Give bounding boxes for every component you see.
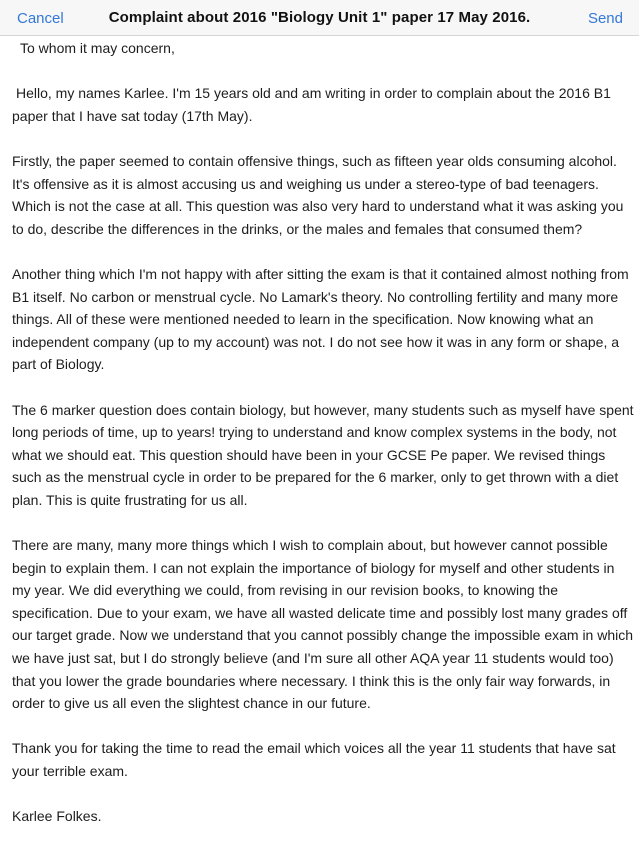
email-body[interactable] bbox=[12, 37, 634, 850]
send-button[interactable]: Send bbox=[587, 10, 623, 27]
email-greeting: To whom it may concern, bbox=[20, 40, 175, 56]
email-paragraph-intro: Hello, my names Karlee. I'm 15 years old and am writing in order to complain about the 2016 B1 paper that I have sat today (17th May). bbox=[12, 85, 611, 124]
email-paragraph-thanks: Thank you for taking the time to read the email which voices all the year 11 students that have sat your terrible exam. bbox=[12, 740, 616, 779]
email-signature: Karlee Folkes. bbox=[12, 808, 102, 825]
email-paragraph-request: There are many, many more things which I wish to complain about, but however cannot possible begin to explain them. I can not explain the importance of biology for myself and other students in my year. We did everything we could, from revising in our revision books, to knowing the specification. Due to your exam, we have all wasted delicate time and possibly lost many grades off our target grade. Now we understand that you cannot possibly change the impossible exam in which we have just sat, but I do strongly believe (and I'm sure all other AQA year 11 students would too) that you lower the grade boundaries where necessary. I think this is the only fair way forwards, in order to give us all even the slightest chance in our future. bbox=[12, 537, 634, 712]
cancel-button[interactable]: Cancel bbox=[17, 10, 64, 27]
email-subject-title: Complaint about 2016 "Biology Unit 1" paper 17 May 2016. bbox=[108, 9, 531, 26]
email-paragraph-six-marker: The 6 marker question does contain biology, but however, many students such as myself have spent long periods of time, up to years! trying to understand and know complex systems in the body, not what we should eat. This question should have been in your GCSE Pe paper. We revised things such as the menstrual cycle in order to be prepared for the 6 marker, only to get thrown with a diet plan. This is quite frustrating for us all. bbox=[12, 401, 634, 508]
email-paragraph-content: Another thing which I'm not happy with after sitting the exam is that it contained almost nothing from B1 itself. No carbon or menstrual cycle. No Lamark's theory. No controlling fertility and many more things. All of these were mentioned needed to learn in the specification. Now knowing what an independent company (up to my account) was not. I do not see how it was in any form or shape, a part of Biology. bbox=[12, 265, 629, 373]
email-paragraph-offensive: Firstly, the paper seemed to contain offensive things, such as fifteen year olds consuming alcohol. It's offensive as it is almost accusing us and weighing us under a stereo-type of bad teenagers. Which is not the case at all. This question was also very hard to understand what it was asking you to do, describe the differences in the drinks, or the males and females that consumed them? bbox=[12, 152, 624, 237]
compose-nav-bar bbox=[0, 0, 639, 36]
